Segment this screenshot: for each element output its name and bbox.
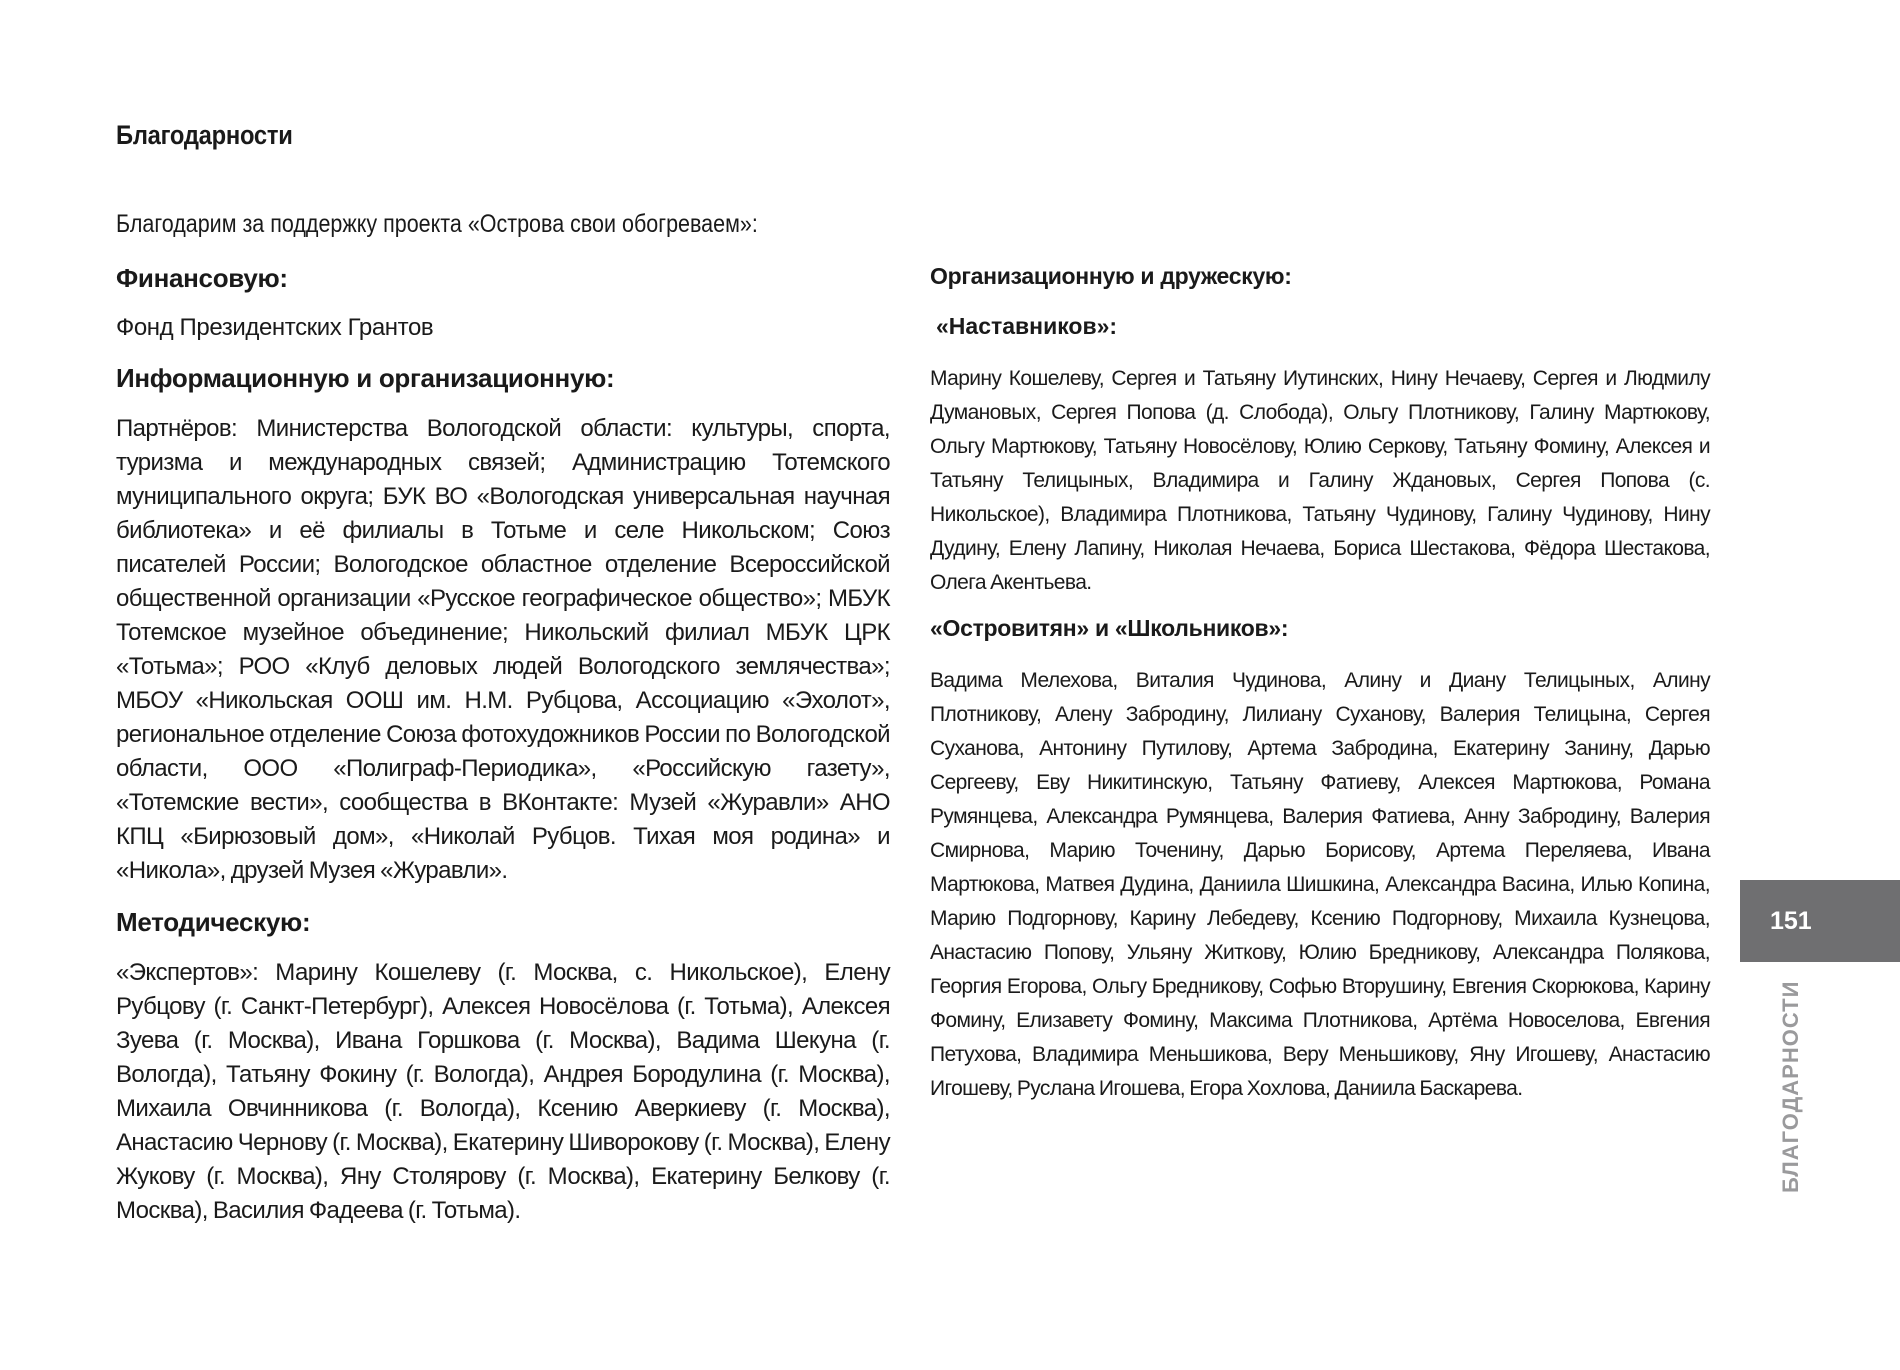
- financial-heading: Финансовую:: [116, 263, 288, 293]
- mentors-text: Марину Кошелеву, Сергея и Татьяну Иутинских, Нину Нечаеву, Сергея и Людмилу Думановых, Сергея Попова (д. Слобода), Ольгу Плотникову, Галину Мартюкову, Ольгу Мартюкову, Татьяну Новосёлову, Юлию Серкову, Татьяну Фомину, Алексея и Татьяну Телицыных, Владимира и Галину Ждановых, Сергея Попова (с. Никольское), Владимира Плотникова, Татьяну Чудинову, Галину Чудинову, Нину Дудину, Елену Лапину, Николая Нечаева, Бориса Шестакова, Фёдора Шестакова, Олега Акентьева.: [930, 367, 1710, 594]
- intro-text: Благодарим за поддержку проекта «Острова свои обогреваем»:: [116, 210, 758, 238]
- left-column: [116, 262, 890, 1246]
- methodical-text: «Экспертов»: Марину Кошелеву (г. Москва, с. Никольское), Елену Рубцову (г. Санкт-Петербург), Алексея Новосёлова (г. Тотьма), Алексея Зуева (г. Москва), Ивана Горшкова (г. Москва), Вадима Шекуна (г. Вологда), Татьяну Фокину (г. Вологда), Андрея Бородулина (г. Москва), Михаила Овчинникова (г. Вологда), Ксению Аверкиеву (г. Москва), Анастасию Чернову (г. Москва), Екатерину Шиворокову (г. Москва), Елену Жукову (г. Москва), Яну Столярову (г. Москва), Екатерину Белкову (г. Москва), Василия Фадеева (г. Тотьма).: [116, 959, 890, 1224]
- right-column: [930, 262, 1710, 1120]
- page-title: Благодарности: [116, 120, 293, 150]
- islanders-heading: «Островитян» и «Школьников»:: [930, 615, 1289, 641]
- mentors-heading: «Наставников»:: [936, 313, 1118, 339]
- org-friendly-heading: Организационную и дружескую:: [930, 263, 1292, 289]
- info-org-heading: Информационную и организационную:: [116, 363, 615, 393]
- financial-text: Фонд Президентских Грантов: [116, 314, 434, 341]
- islanders-text: Вадима Мелехова, Виталия Чудинова, Алину и Диану Телицыных, Алину Плотникову, Алену Забродину, Лилиану Суханову, Валерия Телицына, Сергея Суханова, Антонину Путилову, Артема Забродина, Екатерину Занину, Дарью Сергееву, Еву Никитинскую, Татьяну Фатиеву, Алексея Мартюкова, Романа Румянцева, Александра Румянцева, Валерия Фатиева, Анну Забродину, Валерия Смирнова, Марию Точенину, Дарью Борисову, Артема Переляева, Ивана Мартюкова, Матвея Дудина, Даниила Шишкина, Александра Васина, Илью Копина, Марию Подгорнову, Карину Лебедеву, Ксению Подгорнову, Михаила Кузнецова, Анастасию Попову, Ульяну Житкову, Юлию Бредникову, Александра Полякова, Георгия Егорова, Ольгу Бредникову, Софью Вторушину, Евгения Скорюкова, Карину Фомину, Елизавету Фомину, Максима Плотникова, Артёма Новоселова, Евгения Петухова, Владимира Меньшикова, Веру Меньшикову, Яну Игошеву, Анастасию Игошеву, Руслана Игошева, Егора Хохлова, Даниила Баскарева.: [930, 669, 1710, 1100]
- methodical-heading: Методическую:: [116, 907, 311, 937]
- info-org-text: Партнёров: Министерства Вологодской области: культуры, спорта, туризма и международных связей; Администрацию Тотемского муниципального округа; БУК ВО «Вологодская универсальная научная библиотека» и её филиалы в Тотьме и селе Никольском; Союз писателей России; Вологодское областное отделение Всероссийской общественной организации «Русское географическое общество»; МБУК Тотемское музейное объединение; Никольский филиал МБУК ЦРК «Тотьма»; РОО «Клуб деловых людей Вологодского землячества»; МБОУ «Никольская ООШ им. Н.М. Рубцова, Ассоциацию «Эхолот», региональное отделение Союза фотохудожников России по Вологодской области, ООО «Полиграф-Периодика», «Российскую газету», «Тотемские вести», сообщества в ВКонтакте: Музей «Журавли» АНО КПЦ «Бирюзовый дом», «Николай Рубцов. Тихая моя родина» и «Никола», друзей Музея «Журавли».: [116, 415, 890, 884]
- page-number-tab: [1740, 880, 1900, 962]
- section-side-label: БЛАГОДАРНОСТИ: [1778, 980, 1803, 1193]
- page-number: 151: [1770, 906, 1812, 935]
